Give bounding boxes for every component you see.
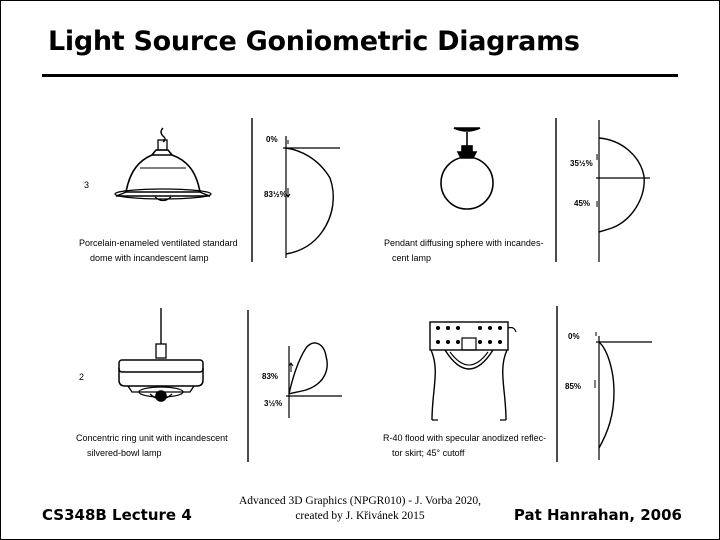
concentric-ring-drawing	[119, 308, 203, 401]
panel-number: 3	[84, 180, 90, 190]
footer-credit	[220, 494, 500, 524]
panel-dome-lamp	[79, 118, 340, 263]
label-top: 0%	[266, 135, 278, 144]
panel-caption-line2: silvered-bowl lamp	[87, 448, 162, 458]
label-top: 83%	[262, 372, 279, 381]
candela-curve-sphere	[556, 118, 650, 262]
label-top: 0%	[568, 332, 580, 341]
panel-number: 2	[79, 372, 85, 382]
panel-r40-flood	[383, 306, 652, 462]
panel-caption-line1: Porcelain-enameled ventilated standard	[79, 238, 238, 248]
label-bottom: 45%	[574, 199, 591, 208]
label-top: 35½%	[570, 159, 593, 168]
label-bottom: 85%	[565, 382, 582, 391]
footer-credit-line2: created by J. Křivánek 2015	[295, 510, 425, 522]
panel-concentric-ring	[76, 308, 342, 462]
footer-author: Pat Hanrahan, 2006	[513, 506, 682, 524]
panel-caption-line2: tor skirt; 45° cutoff	[392, 448, 465, 458]
panel-pendant-sphere	[384, 118, 650, 263]
panel-caption-line1: R-40 flood with specular anodized reflec-	[383, 433, 547, 443]
panel-caption-line2: dome with incandescent lamp	[90, 253, 209, 263]
r40-flood-drawing	[430, 322, 516, 420]
slide-title: Light Source Goniometric Diagrams	[48, 26, 580, 57]
panel-caption-line1: Pendant diffusing sphere with incandes-	[384, 238, 544, 248]
footer-lecture: CS348B Lecture 4	[42, 506, 192, 524]
footer-credit-line1: Advanced 3D Graphics (NPGR010) - J. Vorba 2020,	[239, 495, 481, 507]
label-bottom: 83½%	[264, 190, 287, 199]
pendant-sphere-drawing	[441, 128, 493, 209]
candela-curve-ring	[248, 310, 342, 462]
panel-caption-line1: Concentric ring unit with incandescent	[76, 433, 228, 443]
panel-caption-line2: cent lamp	[392, 253, 432, 263]
dome-lamp-drawing	[115, 128, 211, 201]
label-bottom: 3½%	[264, 399, 283, 408]
